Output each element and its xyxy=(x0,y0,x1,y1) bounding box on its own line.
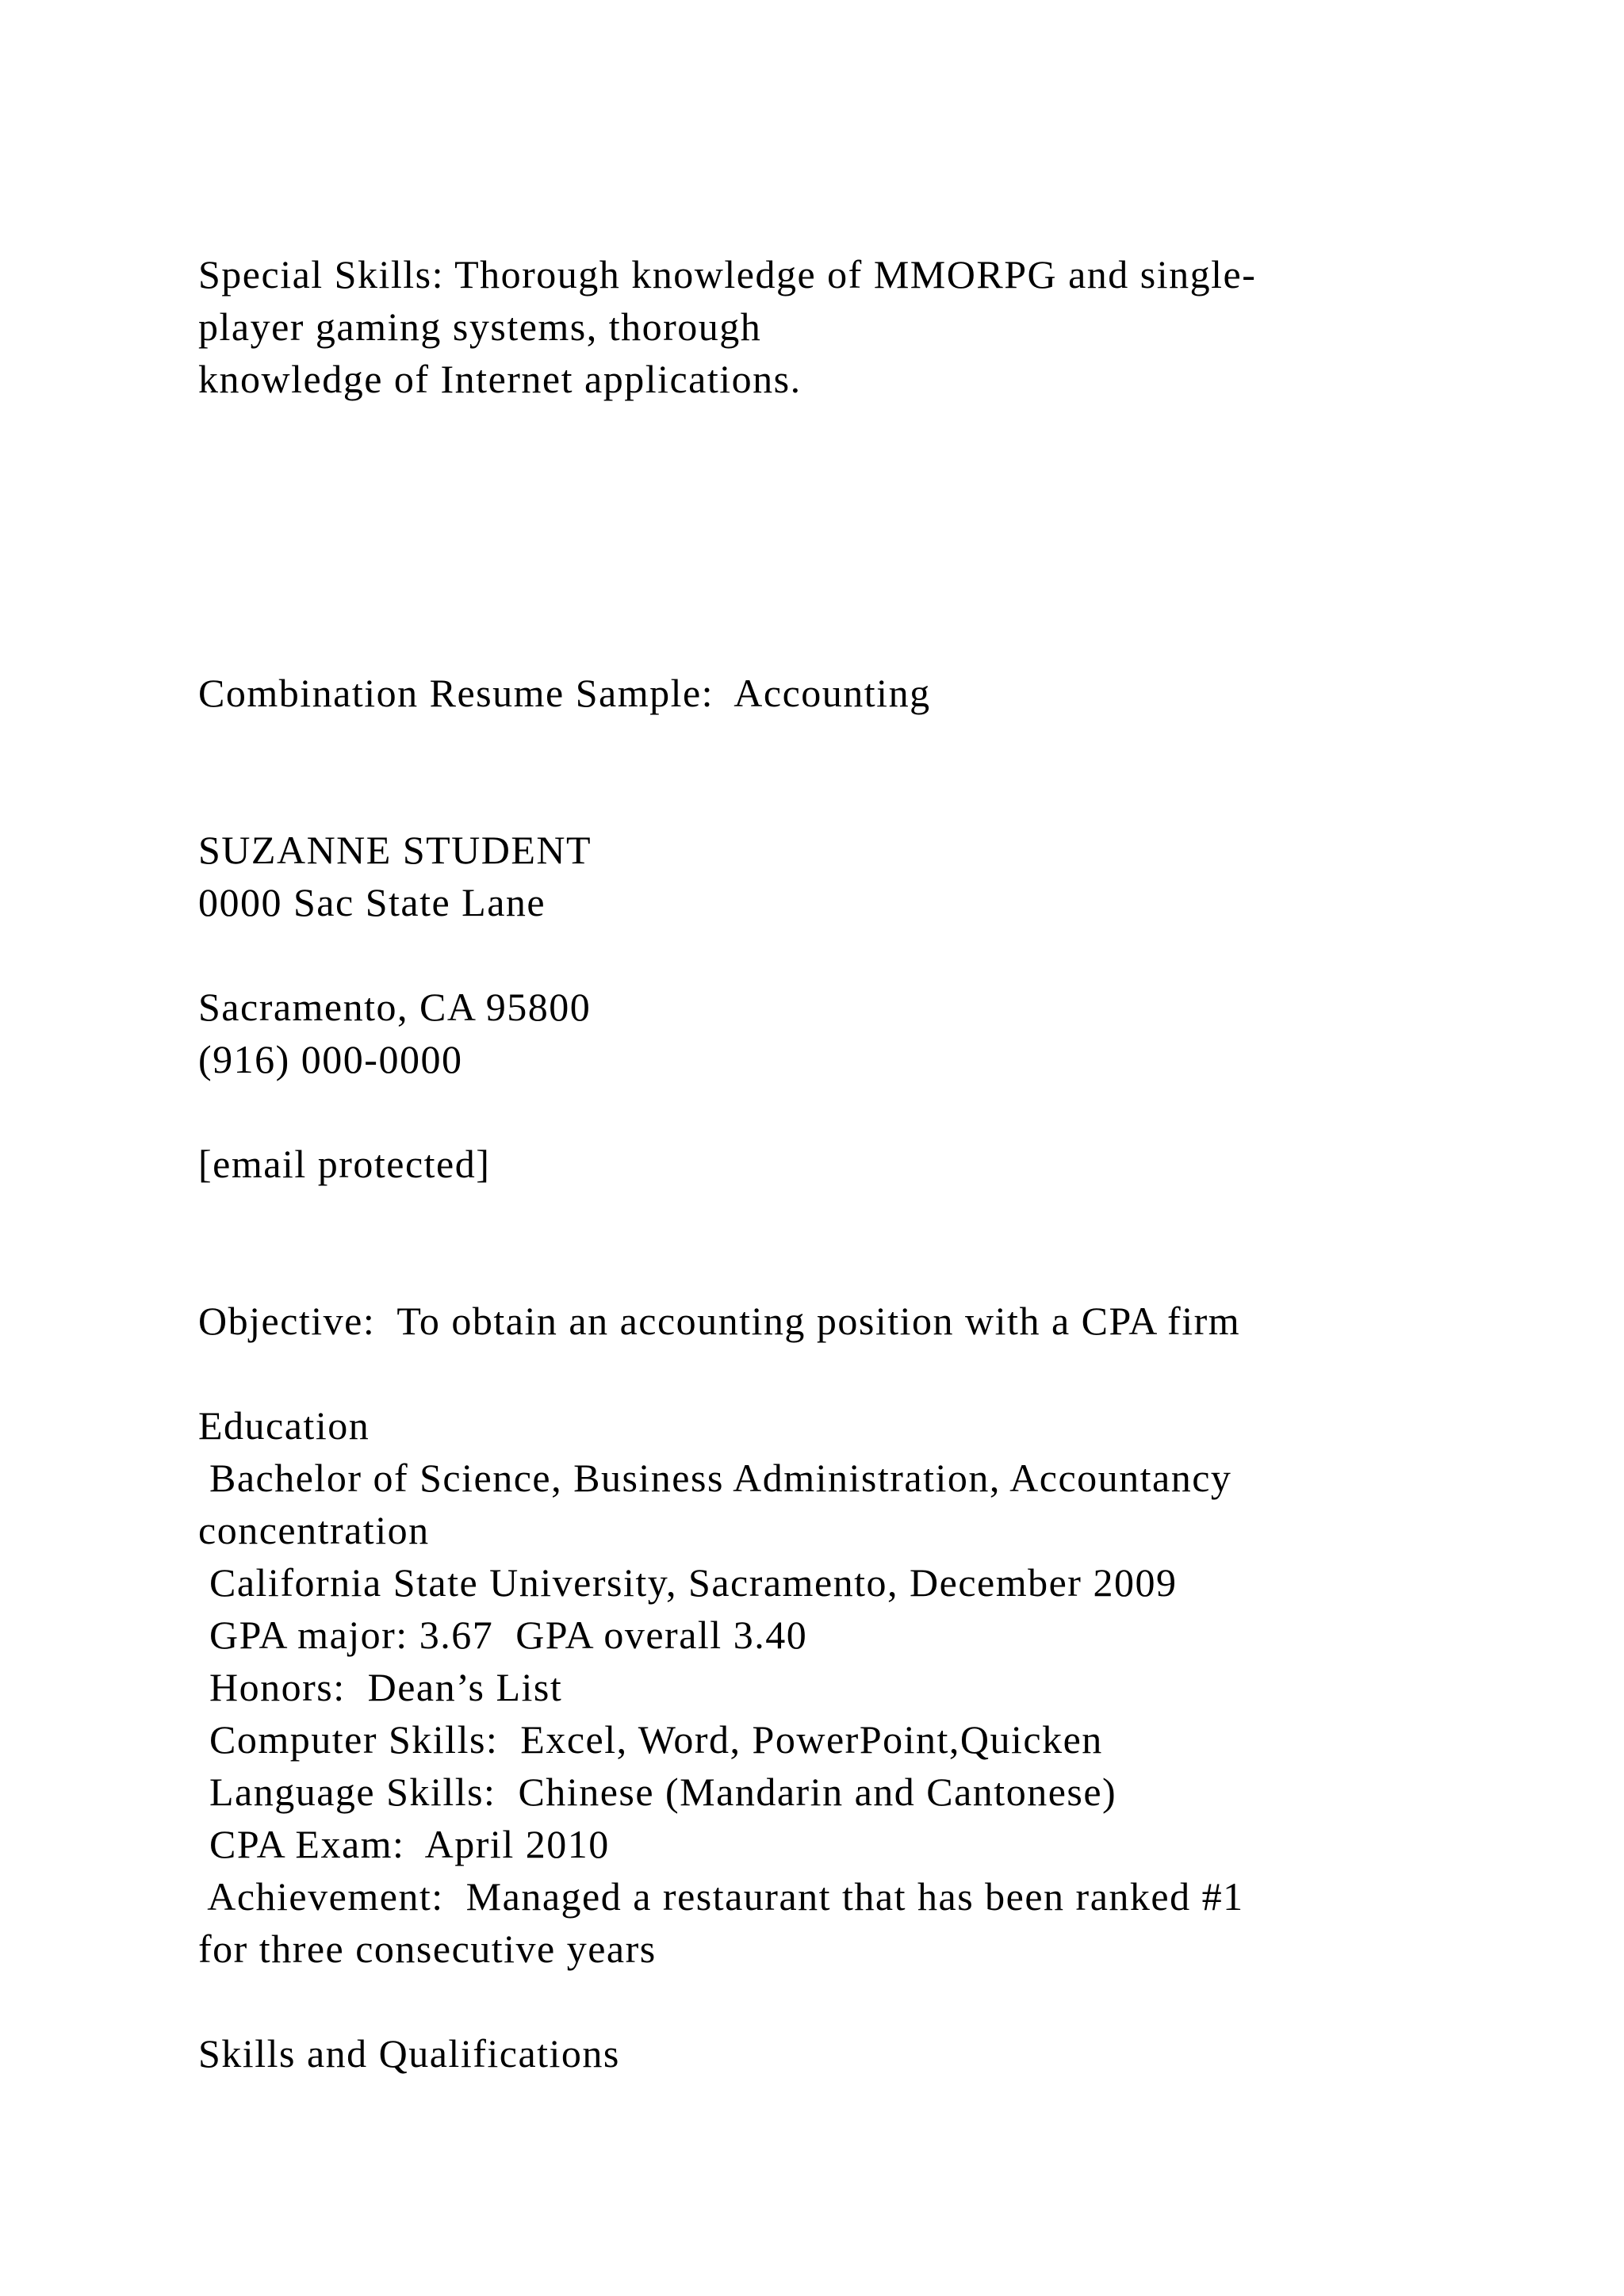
education-line: for three consecutive years xyxy=(198,1927,657,1971)
objective-line: Objective: To obtain an accounting position with a CPA firm xyxy=(198,1299,1241,1343)
special-skills-line-2: player gaming systems, thorough xyxy=(198,304,762,349)
skills-heading: Skills and Qualifications xyxy=(198,2031,620,2076)
education-line: Honors: Dean’s List xyxy=(198,1665,563,1709)
education-line: CPA Exam: April 2010 xyxy=(198,1822,610,1866)
document-heading: Combination Resume Sample: Accounting xyxy=(198,671,931,715)
contact-phone: (916) 000-0000 xyxy=(198,1037,463,1081)
education-line: California State University, Sacramento, December 2009 xyxy=(198,1560,1178,1605)
education-line: Achievement: Managed a restaurant that has been ranked #1 xyxy=(198,1874,1244,1919)
education-line: Computer Skills: Excel, Word, PowerPoint,Quicken xyxy=(198,1717,1103,1762)
education-line: concentration xyxy=(198,1508,430,1552)
education-line: Language Skills: Chinese (Mandarin and Cantonese) xyxy=(198,1770,1117,1814)
education-line: Bachelor of Science, Business Administration, Accountancy xyxy=(198,1456,1232,1500)
special-skills-line-1: Special Skills: Thorough knowledge of MMORPG and single- xyxy=(198,252,1257,297)
education-heading: Education xyxy=(198,1403,370,1448)
special-skills-line-3: knowledge of Internet applications. xyxy=(198,357,802,401)
education-line: GPA major: 3.67 GPA overall 3.40 xyxy=(198,1613,808,1657)
contact-name: SUZANNE STUDENT xyxy=(198,828,592,872)
contact-street: 0000 Sac State Lane xyxy=(198,880,546,924)
contact-email: [email protected] xyxy=(198,1142,491,1186)
contact-city: Sacramento, CA 95800 xyxy=(198,985,592,1029)
